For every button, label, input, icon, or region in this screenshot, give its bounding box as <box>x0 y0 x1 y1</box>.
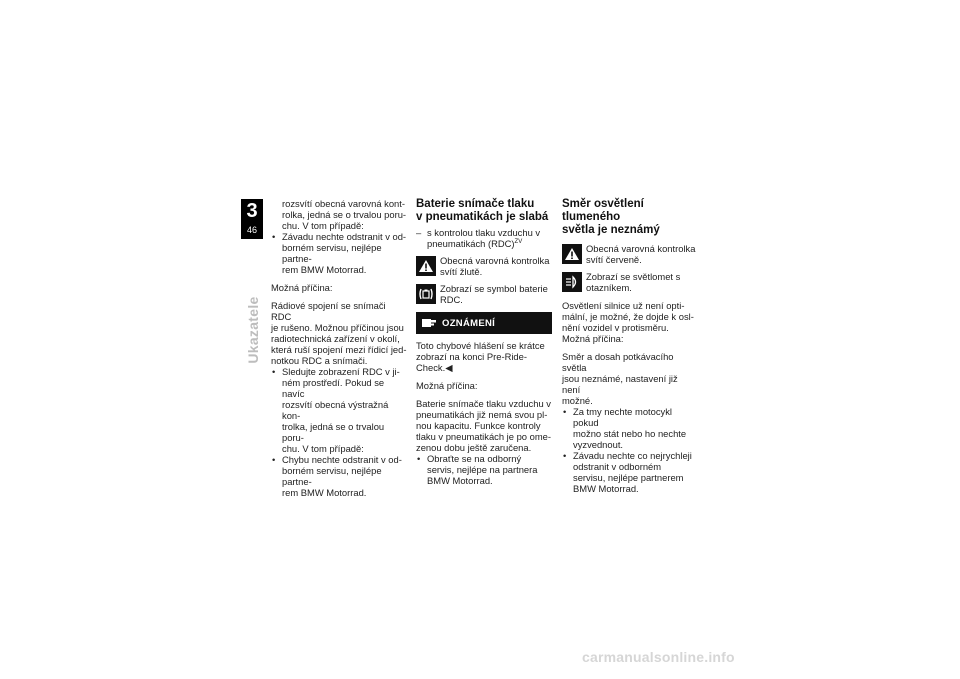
note-label: OZNÁMENÍ <box>442 317 496 329</box>
text-line: servisu, nejlépe partnerem <box>573 472 684 483</box>
bullet-item <box>271 231 407 275</box>
text-line: Obecná varovná kontrolka <box>440 255 550 266</box>
option-superscript: ZV <box>514 238 523 245</box>
indicator-text <box>440 255 552 277</box>
warning-triangle-icon <box>562 244 582 264</box>
text-line: rem BMW Motorrad. <box>282 264 367 275</box>
headlight-question-icon <box>562 272 582 292</box>
column-2 <box>416 198 552 486</box>
watermark: carmanualsonline.info <box>582 649 735 665</box>
section-heading <box>416 198 552 224</box>
text-line: která ruší spojení mezi řídicí jed- <box>271 344 407 355</box>
text-line: • Chybu nechte odstranit v od- <box>282 454 402 465</box>
rdc-battery-icon <box>416 284 436 304</box>
page-number: 46 <box>246 225 257 235</box>
text-line: rozsvítí obecná výstražná kon- <box>282 399 389 421</box>
equipment-condition <box>416 227 552 249</box>
text-line: vyzvednout. <box>573 439 624 450</box>
text-line: • Za tmy nechte motocykl pokud <box>573 406 672 428</box>
end-marker: ◀ <box>445 362 453 373</box>
text-line: radiotechnická zařízení v okolí, <box>271 333 400 344</box>
text-line: možno stát nebo ho nechte <box>573 428 687 439</box>
cause-label: Možná příčina: <box>562 333 624 344</box>
text-line: zenou dobu ještě zaručena. <box>416 442 532 453</box>
cause-label: Možná příčina: <box>271 282 333 293</box>
text-span: pneumatikách (RDC) <box>427 238 515 249</box>
section-heading <box>562 198 698 237</box>
heading-line: Směr osvětlení tlumeného <box>562 198 644 223</box>
text-span: Check. <box>416 362 446 373</box>
text-line: rolka, jedná se o trvalou poru- <box>282 209 407 220</box>
continued-text <box>271 198 407 231</box>
text-line: – s kontrolou tlaku vzduchu v <box>427 227 541 238</box>
bullet-item <box>416 453 552 486</box>
text-line: servis, nejlépe na partnera <box>427 464 538 475</box>
note-banner <box>416 312 552 334</box>
heading-line: světla je neznámý <box>562 224 660 236</box>
text-line <box>416 362 552 373</box>
text-line: BMW Motorrad. <box>573 483 639 494</box>
column-3 <box>562 198 698 494</box>
text-line: Toto chybové hlášení se krátce <box>416 340 545 351</box>
text-line: Rádiové spojení se snímači RDC <box>271 300 386 322</box>
cause-label: Možná příčina: <box>416 380 478 391</box>
text-line: nění vozidel v protisměru. <box>562 322 669 333</box>
text-line: pneumatikách již nemá svou pl- <box>416 409 548 420</box>
cause-text <box>562 351 698 406</box>
text-line: jsou neznámé, nastavení již není <box>562 373 678 395</box>
indicator-row <box>562 271 698 293</box>
body-text <box>562 300 698 333</box>
text-line: svítí červeně. <box>586 254 642 265</box>
text-line <box>427 238 552 249</box>
text-line: rem BMW Motorrad. <box>282 487 367 498</box>
text-line: Baterie snímače tlaku vzduchu v <box>416 398 551 409</box>
text-line: borném servisu, nejlépe partne- <box>282 242 382 264</box>
note-text <box>416 340 552 373</box>
bullet-item <box>562 450 698 494</box>
indicator-row <box>562 243 698 265</box>
text-line: Zobrazí se světlomet s <box>586 271 681 282</box>
indicator-text <box>440 283 552 305</box>
text-line: • Sledujte zobrazení RDC v ji- <box>282 366 400 377</box>
indicator-text <box>586 271 698 293</box>
bullet-item <box>271 366 407 454</box>
text-line: notkou RDC a snímači. <box>271 355 368 366</box>
bullet-item <box>562 406 698 450</box>
text-line: BMW Motorrad. <box>427 475 493 486</box>
text-line: zobrazí na konci Pre-Ride- <box>416 351 527 362</box>
bullet-item <box>271 454 407 498</box>
text-line: Obecná varovná kontrolka <box>586 243 696 254</box>
note-hand-icon <box>421 317 437 329</box>
cause-text <box>271 300 407 366</box>
heading-line: v pneumatikách je slabá <box>416 211 549 223</box>
text-line: tlaku v pneumatikách je po ome- <box>416 431 551 442</box>
text-line: odstranit v odborném <box>573 461 662 472</box>
text-line: otazníkem. <box>586 282 632 293</box>
text-line: Zobrazí se symbol baterie <box>440 283 548 294</box>
column-1 <box>271 198 407 498</box>
text-line: Směr a dosah potkávacího světla <box>562 351 674 373</box>
chapter-number: 3 <box>246 200 258 222</box>
indicator-row <box>416 255 552 277</box>
text-line: mální, je možné, že dojde k osl- <box>562 311 694 322</box>
chapter-tab <box>241 199 263 239</box>
text-line: svítí žlutě. <box>440 266 483 277</box>
text-line: • Závadu nechte odstranit v od- <box>282 231 407 242</box>
text-line: chu. V tom případě: <box>282 220 364 231</box>
text-line: • Závadu nechte co nejrychleji <box>573 450 692 461</box>
text-line: RDC. <box>440 294 463 305</box>
text-line: je rušeno. Možnou příčinou jsou <box>271 322 404 333</box>
indicator-text <box>586 243 698 265</box>
text-line: možné. <box>562 395 593 406</box>
text-line: rozsvítí obecná varovná kont- <box>282 198 405 209</box>
heading-line: Baterie snímače tlaku <box>416 198 535 210</box>
text-line: • Obraťte se na odborný <box>427 453 522 464</box>
section-label: Ukazatele <box>245 296 261 364</box>
text-line: Osvětlení silnice už není opti- <box>562 300 685 311</box>
text-line: trolka, jedná se o trvalou poru- <box>282 421 385 443</box>
text-line: borném servisu, nejlépe partne- <box>282 465 382 487</box>
indicator-row <box>416 283 552 305</box>
text-line: chu. V tom případě: <box>282 443 364 454</box>
cause-text <box>416 398 552 453</box>
warning-triangle-icon <box>416 256 436 276</box>
text-line: nou kapacitu. Funkce kontroly <box>416 420 541 431</box>
text-line: ném prostředí. Pokud se navíc <box>282 377 385 399</box>
